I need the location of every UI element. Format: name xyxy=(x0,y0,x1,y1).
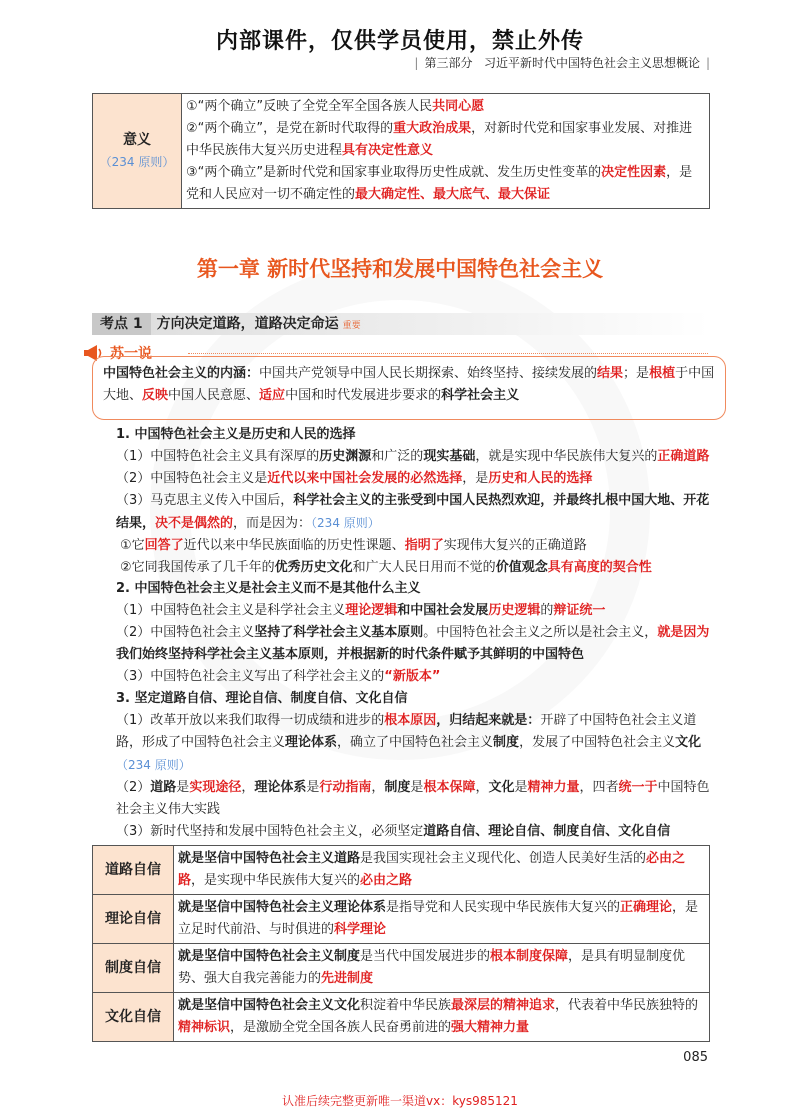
highlight: 根植 xyxy=(649,366,676,381)
highlight: 决不是偶然的 xyxy=(155,516,234,531)
text: ，是激励全党全国各族人民奋勇前进的 xyxy=(230,1020,452,1035)
text: ，四者 xyxy=(579,780,619,795)
page-header-title: 内部课件，仅供学员使用，禁止外传 xyxy=(215,29,584,54)
text: 是我国实现社会主义现代化、创造人民美好生活的 xyxy=(360,851,647,866)
table-row xyxy=(93,993,710,1042)
text: 就是坚信中国特色社会主义制度 xyxy=(178,949,361,964)
highlight: 最深层的精神追求 xyxy=(451,998,556,1013)
text: 实现伟大复兴的正确道路 xyxy=(443,538,587,553)
page-number: 085 xyxy=(683,1050,708,1065)
important-badge: 重要 xyxy=(342,321,361,331)
text: 制度 xyxy=(493,735,520,750)
highlight: 结果 xyxy=(597,366,624,381)
highlight: 具有高度的契合性 xyxy=(547,560,652,575)
section-heading: 2. 中国特色社会主义是社会主义而不是其他什么主义 xyxy=(116,581,421,596)
text: ， xyxy=(241,780,255,795)
highlight: 理论逻辑 xyxy=(345,603,398,618)
row-label: 文化自信 xyxy=(93,993,174,1042)
highlight: 先进制度 xyxy=(321,971,374,986)
highlight: 必由之路 xyxy=(360,873,413,888)
text: 坚持了科学社会主义基本原则 xyxy=(254,625,424,640)
text: 。中国特色社会主义之所以是社会主义， xyxy=(423,625,658,640)
note: （234 原则） xyxy=(116,758,191,772)
text: 优秀历史文化 xyxy=(274,560,353,575)
highlight: 行动指南 xyxy=(319,780,372,795)
text: ，确立了中国特色社会主义 xyxy=(337,735,494,750)
text: ①它 xyxy=(120,538,145,553)
text: （2） xyxy=(116,780,151,795)
text: 是 xyxy=(410,780,424,795)
text: 就是坚信中国特色社会主义文化 xyxy=(178,998,361,1013)
text: 和中国社会发展 xyxy=(397,603,489,618)
text: 科学社会主义的主张受到中国人民热烈欢迎，并最终扎根中国大地、开花结果， xyxy=(116,493,710,531)
table-row xyxy=(93,846,710,895)
text: ，是立足时代前沿、与时俱进的 xyxy=(178,900,699,937)
highlight: 重大政治成果 xyxy=(393,121,472,136)
text: （1）中国特色社会主义是科学社会主义 xyxy=(116,603,346,618)
significance-table xyxy=(92,93,710,209)
text: ；是 xyxy=(623,366,650,381)
highlight: 回答了 xyxy=(144,538,184,553)
section-1 xyxy=(116,424,716,579)
exam-point-title: 方向决定道路，道路决定命运 xyxy=(156,316,339,332)
text: 是当代中国发展进步的 xyxy=(360,949,491,964)
suyi-box xyxy=(92,356,726,420)
highlight: 最大确定性、最大底气、最大保证 xyxy=(355,187,551,202)
text: 文化 xyxy=(675,735,702,750)
text: 中国和时代发展进步要求的 xyxy=(285,388,442,403)
text: （3）马克思主义传入中国后， xyxy=(116,493,294,508)
text: 科学社会主义 xyxy=(441,388,520,403)
highlight: 精神力量 xyxy=(527,780,580,795)
table-row xyxy=(93,944,710,993)
page-header-subtitle: | 第三部分 习近平新时代中国特色社会主义思想概论 | xyxy=(414,56,710,70)
text: （1）中国特色社会主义具有深厚的 xyxy=(116,449,320,464)
text: 是指导党和人民实现中华民族伟大复兴的 xyxy=(386,900,621,915)
text: ，是实现中华民族伟大复兴的 xyxy=(191,873,361,888)
text: 制度 xyxy=(384,780,411,795)
text: 我们始终坚持科学社会主义基本原则，并根据新的时代条件赋予其鲜明的中国特色 xyxy=(116,647,585,662)
text: ，是 xyxy=(462,471,489,486)
text: 就是坚信中国特色社会主义道路 xyxy=(178,851,361,866)
text: ②“两个确立”，是党在新时代取得的 xyxy=(186,121,394,136)
exam-point-bar xyxy=(92,313,710,335)
row-label: 道路自信 xyxy=(93,846,174,895)
text: 理论体系 xyxy=(254,780,307,795)
text: 现实基础 xyxy=(423,449,476,464)
row-label: 制度自信 xyxy=(93,944,174,993)
text: 的 xyxy=(540,603,554,618)
suyi-label-text: 苏一说 xyxy=(110,346,152,362)
text: ，就是实现中华民族伟大复兴的 xyxy=(475,449,658,464)
text: 道路自信、理论自信、制度自信、文化自信 xyxy=(423,824,671,839)
row-label: 理论自信 xyxy=(93,895,174,944)
text: ，发展了中国特色社会主义 xyxy=(519,735,676,750)
highlight: 共同心愿 xyxy=(432,99,485,114)
text: 就是坚信中国特色社会主义理论体系 xyxy=(178,900,387,915)
significance-content xyxy=(182,94,710,209)
highlight: 实现途径 xyxy=(189,780,242,795)
text: （3）新时代坚持和发展中国特色社会主义，必须坚定 xyxy=(116,824,424,839)
highlight: 具有决定性意义 xyxy=(342,143,434,158)
highlight: 根本保障 xyxy=(423,780,476,795)
text: （1）改革开放以来我们取得一切成绩和进步的 xyxy=(116,713,385,728)
section-heading: 3. 坚定道路自信、理论自信、制度自信、文化自信 xyxy=(116,691,408,706)
text: ②它同我国传承了几千年的 xyxy=(120,560,275,575)
highlight: 历史和人民的选择 xyxy=(488,471,593,486)
highlight: 强大精神力量 xyxy=(451,1020,530,1035)
text: 价值观念 xyxy=(495,560,548,575)
text: 是 xyxy=(306,780,320,795)
highlight: 决定性因素 xyxy=(601,165,667,180)
text: 开辟了中国特色社会主义道路，形成了中国特色社会主义 xyxy=(116,713,697,750)
section-heading: 1. 中国特色社会主义是历史和人民的选择 xyxy=(116,427,356,442)
header-subtitle-text: 习近平新时代中国特色社会主义思想概论 xyxy=(483,56,700,70)
header-part: 第三部分 xyxy=(424,56,473,70)
text: 理论体系 xyxy=(285,735,338,750)
text: ，代表着中华民族独特的 xyxy=(555,998,699,1013)
row-content xyxy=(174,993,710,1042)
text: 于中国大地、 xyxy=(103,366,715,403)
highlight: 指明了 xyxy=(404,538,444,553)
text: （2）中国特色社会主义是 xyxy=(116,471,268,486)
text: 中国特色社会主义的内涵： xyxy=(103,366,260,381)
text: 中国共产党领导中国人民长期探索、始终坚持、接续发展的 xyxy=(259,366,598,381)
text: 是 xyxy=(514,780,528,795)
text: 中国特色社会主义伟大实践 xyxy=(116,780,710,817)
section-2 xyxy=(116,578,716,688)
chapter-title: 第一章 新时代坚持和发展中国特色社会主义 xyxy=(196,257,604,281)
text: ，而是因为： xyxy=(233,516,312,531)
significance-note: （234 原则） xyxy=(99,155,175,169)
highlight: 精神标识 xyxy=(178,1020,231,1035)
highlight: 近代以来中国社会发展的必然选择 xyxy=(267,471,463,486)
text: ①“两个确立”反映了全党全军全国各族人民 xyxy=(186,99,433,114)
row-content xyxy=(174,944,710,993)
four-confidences-table xyxy=(92,845,710,1042)
footer-notice: 认准后续完整更新唯一渠道vx：kys985121 xyxy=(282,1094,518,1108)
text: ，归结起来就是： xyxy=(436,713,541,728)
text: （2）中国特色社会主义 xyxy=(116,625,255,640)
text: ，是具有明显制度优势、强大自我完善能力的 xyxy=(178,949,686,986)
note: （234 原则） xyxy=(311,516,380,530)
text: ，对新时代党和国家事业发展、对推进中华民族伟大复兴历史进程 xyxy=(186,121,693,158)
highlight: 统一于 xyxy=(618,780,658,795)
text: 和广泛的 xyxy=(371,449,424,464)
highlight: 适应 xyxy=(259,388,286,403)
highlight: 反映 xyxy=(142,388,169,403)
text: 是 xyxy=(176,780,190,795)
significance-label-cell xyxy=(93,94,182,209)
text: 积淀着中华民族 xyxy=(360,998,452,1013)
highlight: 历史逻辑 xyxy=(488,603,541,618)
suyi-divider xyxy=(188,353,708,354)
highlight: 根本原因 xyxy=(384,713,437,728)
row-content xyxy=(174,846,710,895)
text: ③“两个确立”是新时代党和国家事业取得历史性成就、发生历史性变革的 xyxy=(186,165,602,180)
text: 中国人民意愿、 xyxy=(168,388,260,403)
significance-label: 意义 xyxy=(123,132,151,148)
text: 文化 xyxy=(488,780,515,795)
highlight: 必由之路 xyxy=(178,851,686,888)
text: ， xyxy=(371,780,385,795)
table-row xyxy=(93,895,710,944)
section-3 xyxy=(116,688,716,843)
text: 历史渊源 xyxy=(319,449,372,464)
highlight: 正确理论 xyxy=(620,900,673,915)
text: 道路 xyxy=(150,780,177,795)
text: （3）中国特色社会主义写出了科学社会主义的 xyxy=(116,669,385,684)
text: 近代以来中华民族面临的历史性课题、 xyxy=(183,538,405,553)
row-content xyxy=(174,895,710,944)
highlight: 科学理论 xyxy=(334,922,387,937)
highlight: 正确道路 xyxy=(657,449,710,464)
highlight: 就是因为 xyxy=(657,625,710,640)
text: 和广大人民日用而不觉的 xyxy=(352,560,496,575)
text: ，是党和人民应对一切不确定性的 xyxy=(186,165,693,202)
highlight: 根本制度保障 xyxy=(490,949,569,964)
exam-point-tag: 考点 1 xyxy=(92,313,151,335)
highlight: “新版本” xyxy=(384,669,441,684)
text: ， xyxy=(475,780,489,795)
highlight: 辩证统一 xyxy=(553,603,606,618)
